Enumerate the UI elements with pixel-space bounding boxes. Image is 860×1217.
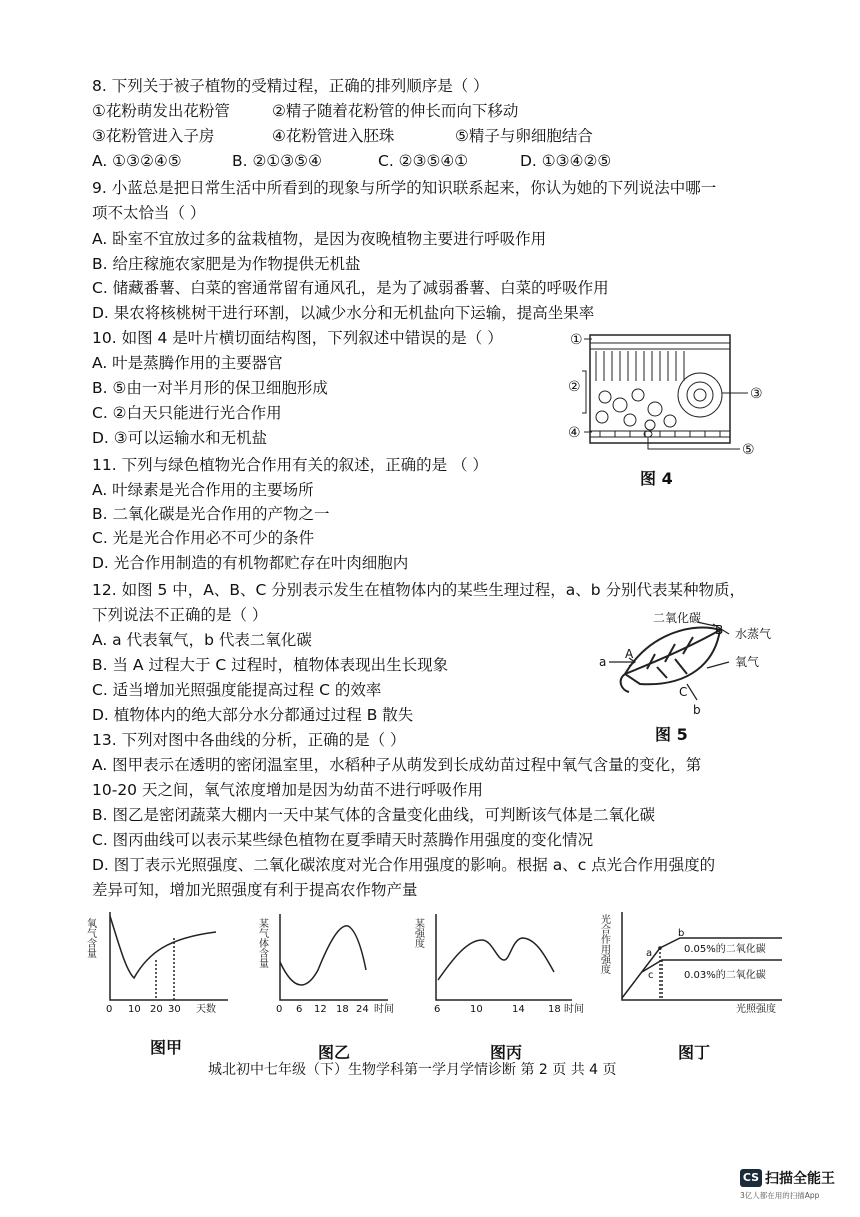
graph-yi-tick: 0 bbox=[276, 1004, 283, 1015]
q13-option-b: B. 图乙是密闭蔬菜大棚内一天中某气体的含量变化曲线，可判断该气体是二氧化碳 bbox=[92, 806, 655, 824]
fig5-process-a: A bbox=[625, 647, 634, 661]
q8-option-d: D. ①③④②⑤ bbox=[520, 152, 612, 170]
graph-ding-point-b-dot bbox=[658, 946, 662, 950]
watermark-name: 扫描全能王 bbox=[765, 1170, 835, 1187]
q13-option-a-line1: A. 图甲表示在透明的密闭温室里，水稻种子从萌发到长成幼苗过程中氧气含量的变化，第 bbox=[92, 756, 702, 774]
q8-option-b: B. ②①③⑤④ bbox=[232, 152, 322, 170]
q13-option-a-line2: 10-20 天之间，氧气浓度增加是因为幼苗不进行呼吸作用 bbox=[92, 781, 483, 799]
q9-option-c: C. 储藏番薯、白菜的窖通常留有通风孔，是为了减弱番薯、白菜的呼吸作用 bbox=[92, 279, 609, 297]
q9-option-a: A. 卧室不宜放过多的盆栽植物，是因为夜晚植物主要进行呼吸作用 bbox=[92, 230, 547, 248]
q8-statement-3: ③花粉管进入子房 bbox=[92, 127, 215, 145]
graph-bing-tick: 10 bbox=[470, 1004, 483, 1015]
q13-option-d-line2: 差异可知，增加光照强度有利于提高农作物产量 bbox=[92, 881, 418, 899]
graph-yi-caption: 图乙 bbox=[318, 1043, 351, 1062]
fig5-vapor-label: 水蒸气 bbox=[735, 627, 772, 641]
graph-ding-xlabel: 光照强度 bbox=[736, 1004, 776, 1015]
q11-option-b: B. 二氧化碳是光合作用的产物之一 bbox=[92, 505, 330, 523]
q10-option-b: B. ⑤由一对半月形的保卫细胞形成 bbox=[92, 379, 328, 397]
graph-yi-tick: 18 bbox=[336, 1004, 349, 1015]
graph-bing-tick: 18 bbox=[548, 1004, 561, 1015]
graph-ding bbox=[600, 908, 800, 1018]
q8-statement-2: ②精子随着花粉管的伸长而向下移动 bbox=[272, 102, 519, 120]
graph-ding-ylabel: 光合作用强度 bbox=[598, 914, 610, 974]
q9-option-b: B. 给庄稼施农家肥是为作物提供无机盐 bbox=[92, 255, 361, 273]
graph-yi-ylabel: 某气体含量 bbox=[256, 918, 268, 968]
fig4-label-1: ① bbox=[570, 332, 583, 348]
graph-jia-tick: 0 bbox=[106, 1004, 113, 1015]
q10-option-c: C. ②白天只能进行光合作用 bbox=[92, 404, 282, 422]
graph-yi-tick: 12 bbox=[314, 1004, 327, 1015]
page-footer: 城北初中七年级（下）生物学科第一学月学情诊断 第 2 页 共 4 页 bbox=[208, 1062, 617, 1078]
q10-option-a: A. 叶是蒸腾作用的主要器官 bbox=[92, 354, 283, 372]
q8-statement-4: ④花粉管进入胚珠 bbox=[272, 127, 395, 145]
graph-yi bbox=[258, 910, 408, 1018]
graph-bing-caption: 图丙 bbox=[490, 1043, 523, 1062]
graph-yi-tick: 24 bbox=[356, 1004, 369, 1015]
graph-jia-caption: 图甲 bbox=[150, 1038, 183, 1057]
fig5-caption: 图 5 bbox=[655, 725, 688, 744]
graph-jia-tick: 10 bbox=[128, 1004, 141, 1015]
q8-statement-1: ①花粉萌发出花粉管 bbox=[92, 102, 230, 120]
fig5-co2-label: 二氧化碳 bbox=[653, 611, 702, 625]
q8-option-c: C. ②③⑤④① bbox=[378, 152, 469, 170]
fig5-substance-b: b bbox=[693, 703, 701, 717]
watermark-sub: 3亿人都在用的扫描App bbox=[740, 1190, 820, 1200]
graph-yi-xlabel: 时间 bbox=[374, 1004, 394, 1015]
fig4-caption: 图 4 bbox=[640, 469, 673, 488]
q13-stem: 13. 下列对图中各曲线的分析，正确的是（ ） bbox=[92, 731, 406, 749]
fig5-process-b: B bbox=[715, 623, 724, 637]
q12-option-d: D. 植物体内的绝大部分水分都通过过程 B 散失 bbox=[92, 706, 414, 724]
q11-stem: 11. 下列与绿色植物光合作用有关的叙述，正确的是 （ ） bbox=[92, 456, 488, 474]
q12-stem-line2: 下列说法不正确的是（ ） bbox=[92, 606, 268, 624]
fig4-label-2: ② bbox=[568, 379, 581, 395]
graph-bing-tick: 14 bbox=[512, 1004, 525, 1015]
fig4-label-3: ③ bbox=[750, 386, 763, 402]
fig4-label-4: ④ bbox=[568, 425, 581, 441]
graph-bing-ylabel: 某强度 bbox=[412, 918, 424, 948]
leaf-process-figure bbox=[595, 612, 805, 722]
graph-ding-point-c: c bbox=[648, 970, 654, 981]
fig5-substance-a: a bbox=[599, 655, 607, 669]
fig5-process-c: C bbox=[679, 685, 688, 699]
q8-statement-5: ⑤精子与卵细胞结合 bbox=[455, 127, 593, 145]
graph-jia-tick: 30 bbox=[168, 1004, 181, 1015]
graph-ding-line1-label: 0.05%的二氧化碳 bbox=[684, 944, 766, 955]
q11-option-c: C. 光是光合作用必不可少的条件 bbox=[92, 529, 315, 547]
scanner-watermark bbox=[740, 1167, 850, 1201]
q11-option-a: A. 叶绿素是光合作用的主要场所 bbox=[92, 481, 314, 499]
fig5-o2-label: 氧气 bbox=[735, 655, 760, 669]
leaf-cross-section-figure bbox=[560, 325, 790, 465]
q12-option-a: A. a 代表氧气，b 代表二氧化碳 bbox=[92, 631, 312, 649]
q8-option-a: A. ①③②④⑤ bbox=[92, 152, 182, 170]
graph-ding-point-b: b bbox=[678, 928, 685, 939]
q8-stem: 8. 下列关于被子植物的受精过程，正确的排列顺序是（ ） bbox=[92, 77, 489, 95]
graph-ding-line2-label: 0.03%的二氧化碳 bbox=[684, 970, 766, 981]
q13-option-c: C. 图丙曲线可以表示某些绿色植物在夏季晴天时蒸腾作用强度的变化情况 bbox=[92, 831, 594, 849]
cs-logo-icon: CS bbox=[740, 1169, 762, 1187]
graph-bing-xlabel: 时间 bbox=[564, 1004, 584, 1015]
graph-yi-tick: 6 bbox=[296, 1004, 303, 1015]
graph-jia-xlabel: 天数 bbox=[196, 1004, 216, 1015]
q12-option-b: B. 当 A 过程大于 C 过程时，植物体表现出生长现象 bbox=[92, 656, 449, 674]
q10-stem: 10. 如图 4 是叶片横切面结构图，下列叙述中错误的是（ ） bbox=[92, 329, 503, 347]
graph-jia-ylabel: 氧气含量 bbox=[84, 918, 96, 958]
graph-jia-tick: 20 bbox=[150, 1004, 163, 1015]
q11-option-d: D. 光合作用制造的有机物都贮存在叶肉细胞内 bbox=[92, 554, 409, 572]
fig4-label-5: ⑤ bbox=[742, 442, 755, 458]
q12-stem-line1: 12. 如图 5 中，A、B、C 分别表示发生在植物体内的某些生理过程，a、b 分别代表某种物质， bbox=[92, 581, 746, 599]
q9-option-d: D. 果农将核桃树干进行环割，以减少水分和无机盐向下运输，提高坐果率 bbox=[92, 304, 595, 322]
q9-stem-line1: 9. 小蓝总是把日常生活中所看到的现象与所学的知识联系起来，你认为她的下列说法中哪一 bbox=[92, 179, 717, 197]
graph-ding-point-a: a bbox=[646, 948, 653, 959]
graph-ding-caption: 图丁 bbox=[678, 1043, 711, 1062]
graph-bing bbox=[412, 910, 597, 1018]
q9-stem-line2: 项不太恰当（ ） bbox=[92, 204, 206, 222]
q12-option-c: C. 适当增加光照强度能提高过程 C 的效率 bbox=[92, 681, 382, 699]
q13-option-d-line1: D. 图丁表示光照强度、二氧化碳浓度对光合作用强度的影响。根据 a、c 点光合作用强度的 bbox=[92, 856, 716, 874]
q10-option-d: D. ③可以运输水和无机盐 bbox=[92, 429, 268, 447]
graph-bing-tick: 6 bbox=[434, 1004, 441, 1015]
graph-jia bbox=[84, 908, 238, 1018]
